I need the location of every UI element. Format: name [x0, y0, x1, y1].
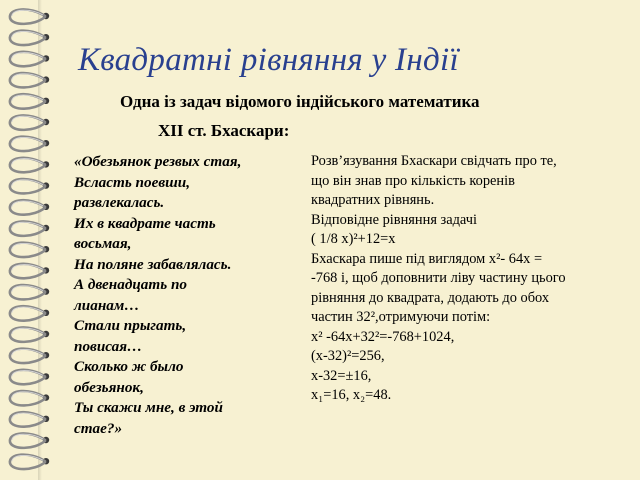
solution-line: x₁=16, x₂=48. — [311, 387, 392, 403]
solution-line: рівняння до квадрата, додають до обох — [311, 289, 550, 306]
binding-ring — [10, 179, 49, 193]
poem-line: развлекалась. — [74, 194, 165, 211]
solution-line: Бхаскара пише під виглядом x²- 64x = — [311, 250, 543, 267]
binding-ring — [10, 285, 49, 299]
spiral-binding — [0, 0, 60, 480]
binding-ring — [10, 73, 49, 87]
poem-line: обезьянок, — [74, 378, 144, 396]
page-title: Квадратні рівняння у Індії — [78, 42, 459, 78]
solution-line: що він знав про кількість коренів — [311, 172, 515, 189]
solution-line: (x-32)²=256, — [311, 348, 385, 364]
poem-block — [74, 152, 299, 439]
binding-ring — [10, 370, 49, 384]
solution-block — [311, 152, 616, 406]
binding-ring — [10, 455, 49, 469]
binding-ring — [10, 433, 49, 447]
binding-ring — [10, 412, 49, 426]
solution-line: ( 1/8 x)²+12=x — [311, 231, 396, 247]
poem-line: «Обезьянок резвых стая, — [74, 153, 242, 170]
poem-line: Ты скажи мне, в этой — [74, 399, 223, 416]
binding-ring — [10, 158, 49, 172]
binding-ring — [10, 115, 49, 129]
solution-line: квадратних рівнянь. — [311, 192, 435, 208]
binding-ring — [10, 94, 49, 108]
binding-ring — [10, 9, 49, 23]
binding-ring — [10, 243, 49, 257]
poem-line: повисая… — [74, 337, 143, 355]
binding-ring — [10, 327, 49, 341]
binding-ring — [10, 31, 49, 45]
poem-line: восьмая, — [74, 235, 132, 252]
binding-ring — [10, 221, 49, 235]
subtitle-line-2: XII ст. Бхаскари: — [158, 121, 290, 140]
poem-line: На поляне забавлялась. — [74, 255, 232, 273]
poem-line: лианам… — [74, 296, 140, 314]
solution-line: x² -64x+32²=-768+1024, — [311, 328, 455, 345]
solution-line: Розв’язування Бхаскари свідчать про те, — [311, 153, 557, 169]
poem-line: Стали прыгать, — [74, 317, 187, 334]
binding-ring — [10, 349, 49, 363]
binding-ring — [10, 200, 49, 214]
solution-line: Відповідне рівняння задачі — [311, 211, 477, 228]
binding-ring — [10, 391, 49, 405]
solution-line: частин 32²,отримуючи потім: — [311, 309, 491, 325]
poem-line: Сколько ж было — [74, 358, 184, 375]
binding-ring — [10, 306, 49, 320]
solution-line: x-32=±16, — [311, 367, 372, 384]
subtitle-line-1: Одна із задач відомого індійського математика — [120, 92, 480, 111]
poem-line: А двенадцать по — [74, 276, 187, 293]
solution-line: -768 і, щоб доповнити ліву частину цього — [311, 270, 566, 286]
binding-ring — [10, 52, 49, 66]
binding-ring — [10, 137, 49, 151]
binding-ring — [10, 264, 49, 278]
poem-line: стае?» — [74, 419, 123, 437]
poem-line: Всласть поевши, — [74, 173, 191, 191]
poem-line: Их в квадрате часть — [74, 214, 216, 232]
